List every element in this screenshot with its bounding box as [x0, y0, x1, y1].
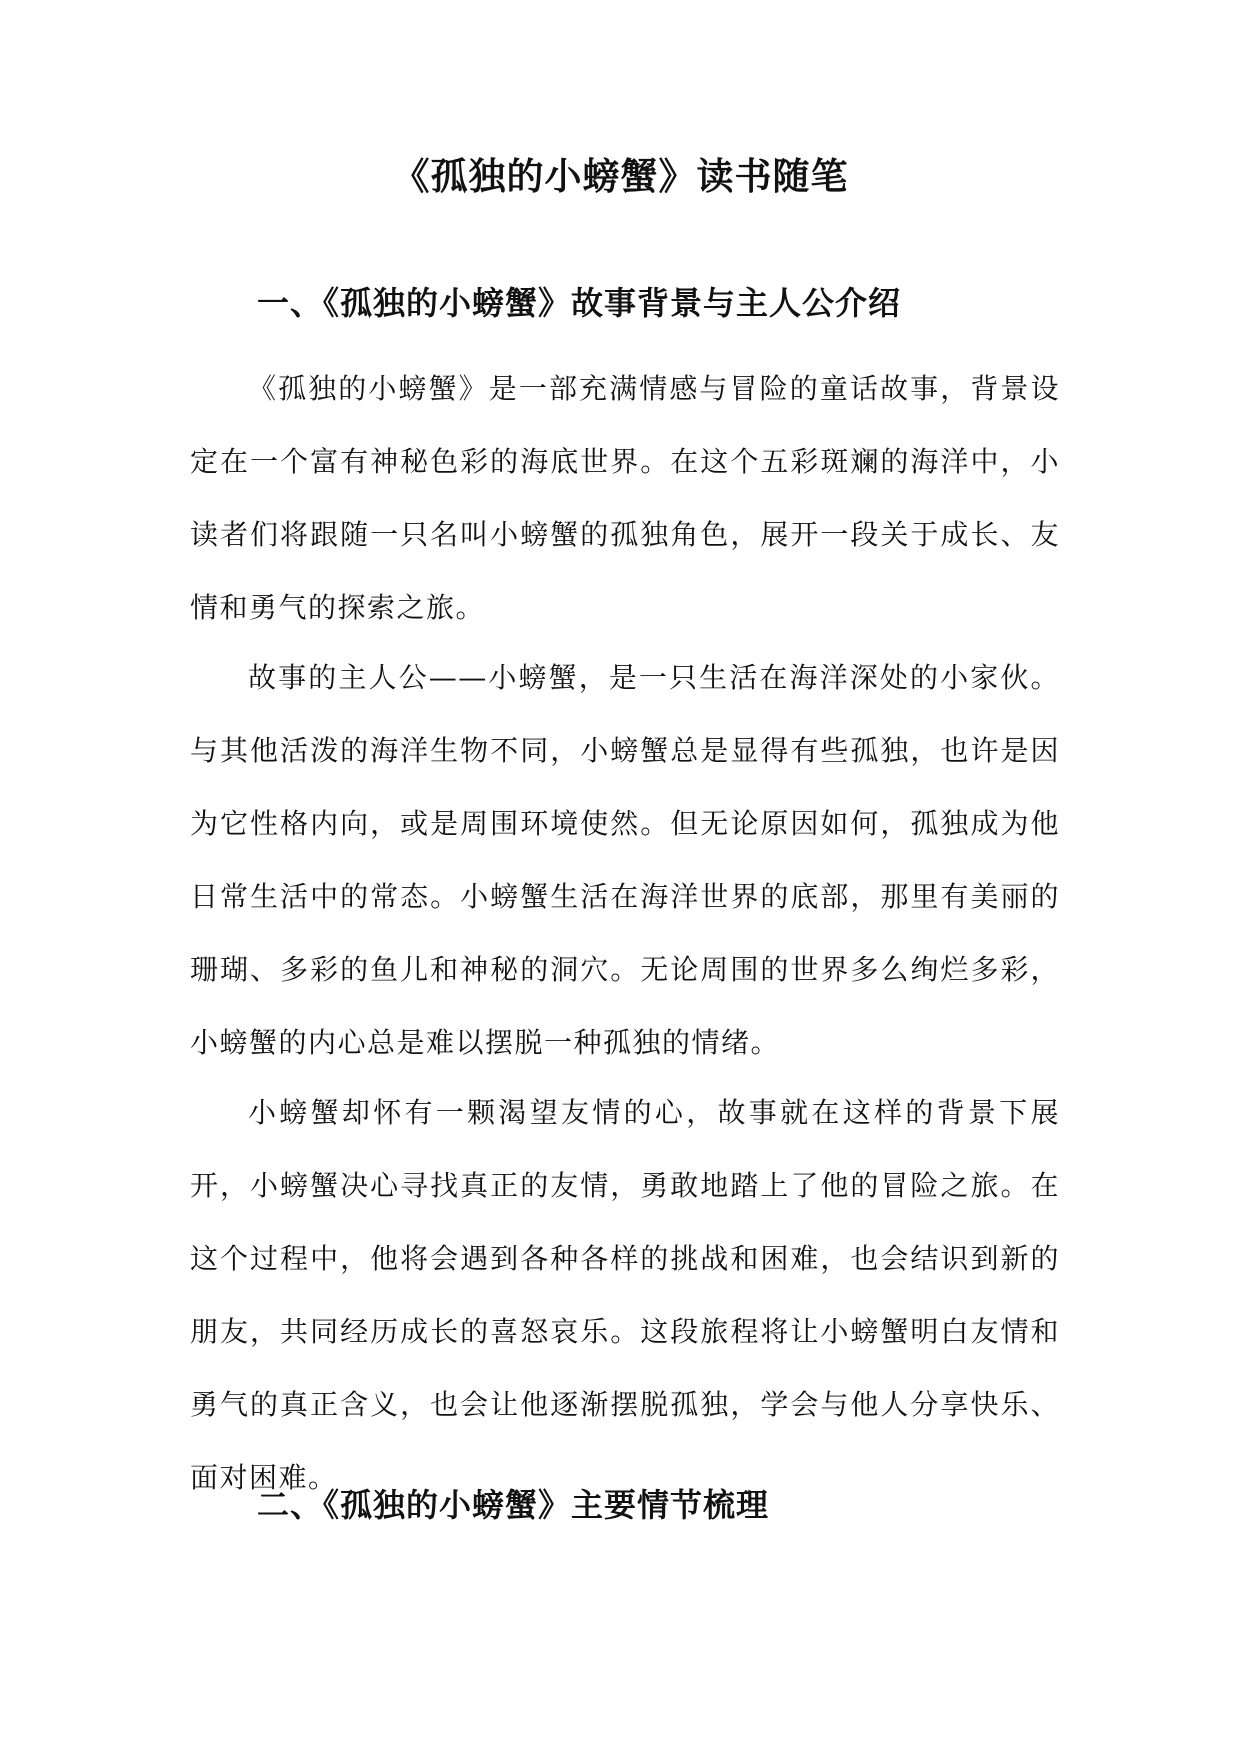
document-title: 《孤独的小螃蟹》读书随笔: [392, 154, 849, 198]
section-heading-2: 二、《孤独的小螃蟹》主要情节梳理: [257, 1486, 770, 1524]
paragraph-1: 《孤独的小螃蟹》是一部充满情感与冒险的童话故事，背景设定在一个富有神秘色彩的海底世界。在这个五彩斑斓的海洋中，小读者们将跟随一只名叫小螃蟹的孤独角色，展开一段关于成长、友情和勇气的探索之旅。: [190, 372, 1060, 624]
paragraph-2: 故事的主人公——小螃蟹，是一只生活在海洋深处的小家伙。与其他活泼的海洋生物不同，小螃蟹总是显得有些孤独，也许是因为它性格内向，或是周围环境使然。但无论原因如何，孤独成为他日常生活中的常态。小螃蟹生活在海洋世界的底部，那里有美丽的珊瑚、多彩的鱼儿和神秘的洞穴。无论周围的世界多么绚烂多彩，小螃蟹的内心总是难以摆脱一种孤独的情绪。: [190, 661, 1060, 1059]
section-heading-1: 一、《孤独的小螃蟹》故事背景与主人公介绍: [257, 284, 902, 322]
paragraph-3: 小螃蟹却怀有一颗渴望友情的心，故事就在这样的背景下展开，小螃蟹决心寻找真正的友情，勇敢地踏上了他的冒险之旅。在这个过程中，他将会遇到各种各样的挑战和困难，也会结识到新的朋友，共同经历成长的喜怒哀乐。这段旅程将让小螃蟹明白友情和勇气的真正含义，也会让他逐渐摆脱孤独，学会与他人分享快乐、面对困难。: [190, 1096, 1060, 1494]
